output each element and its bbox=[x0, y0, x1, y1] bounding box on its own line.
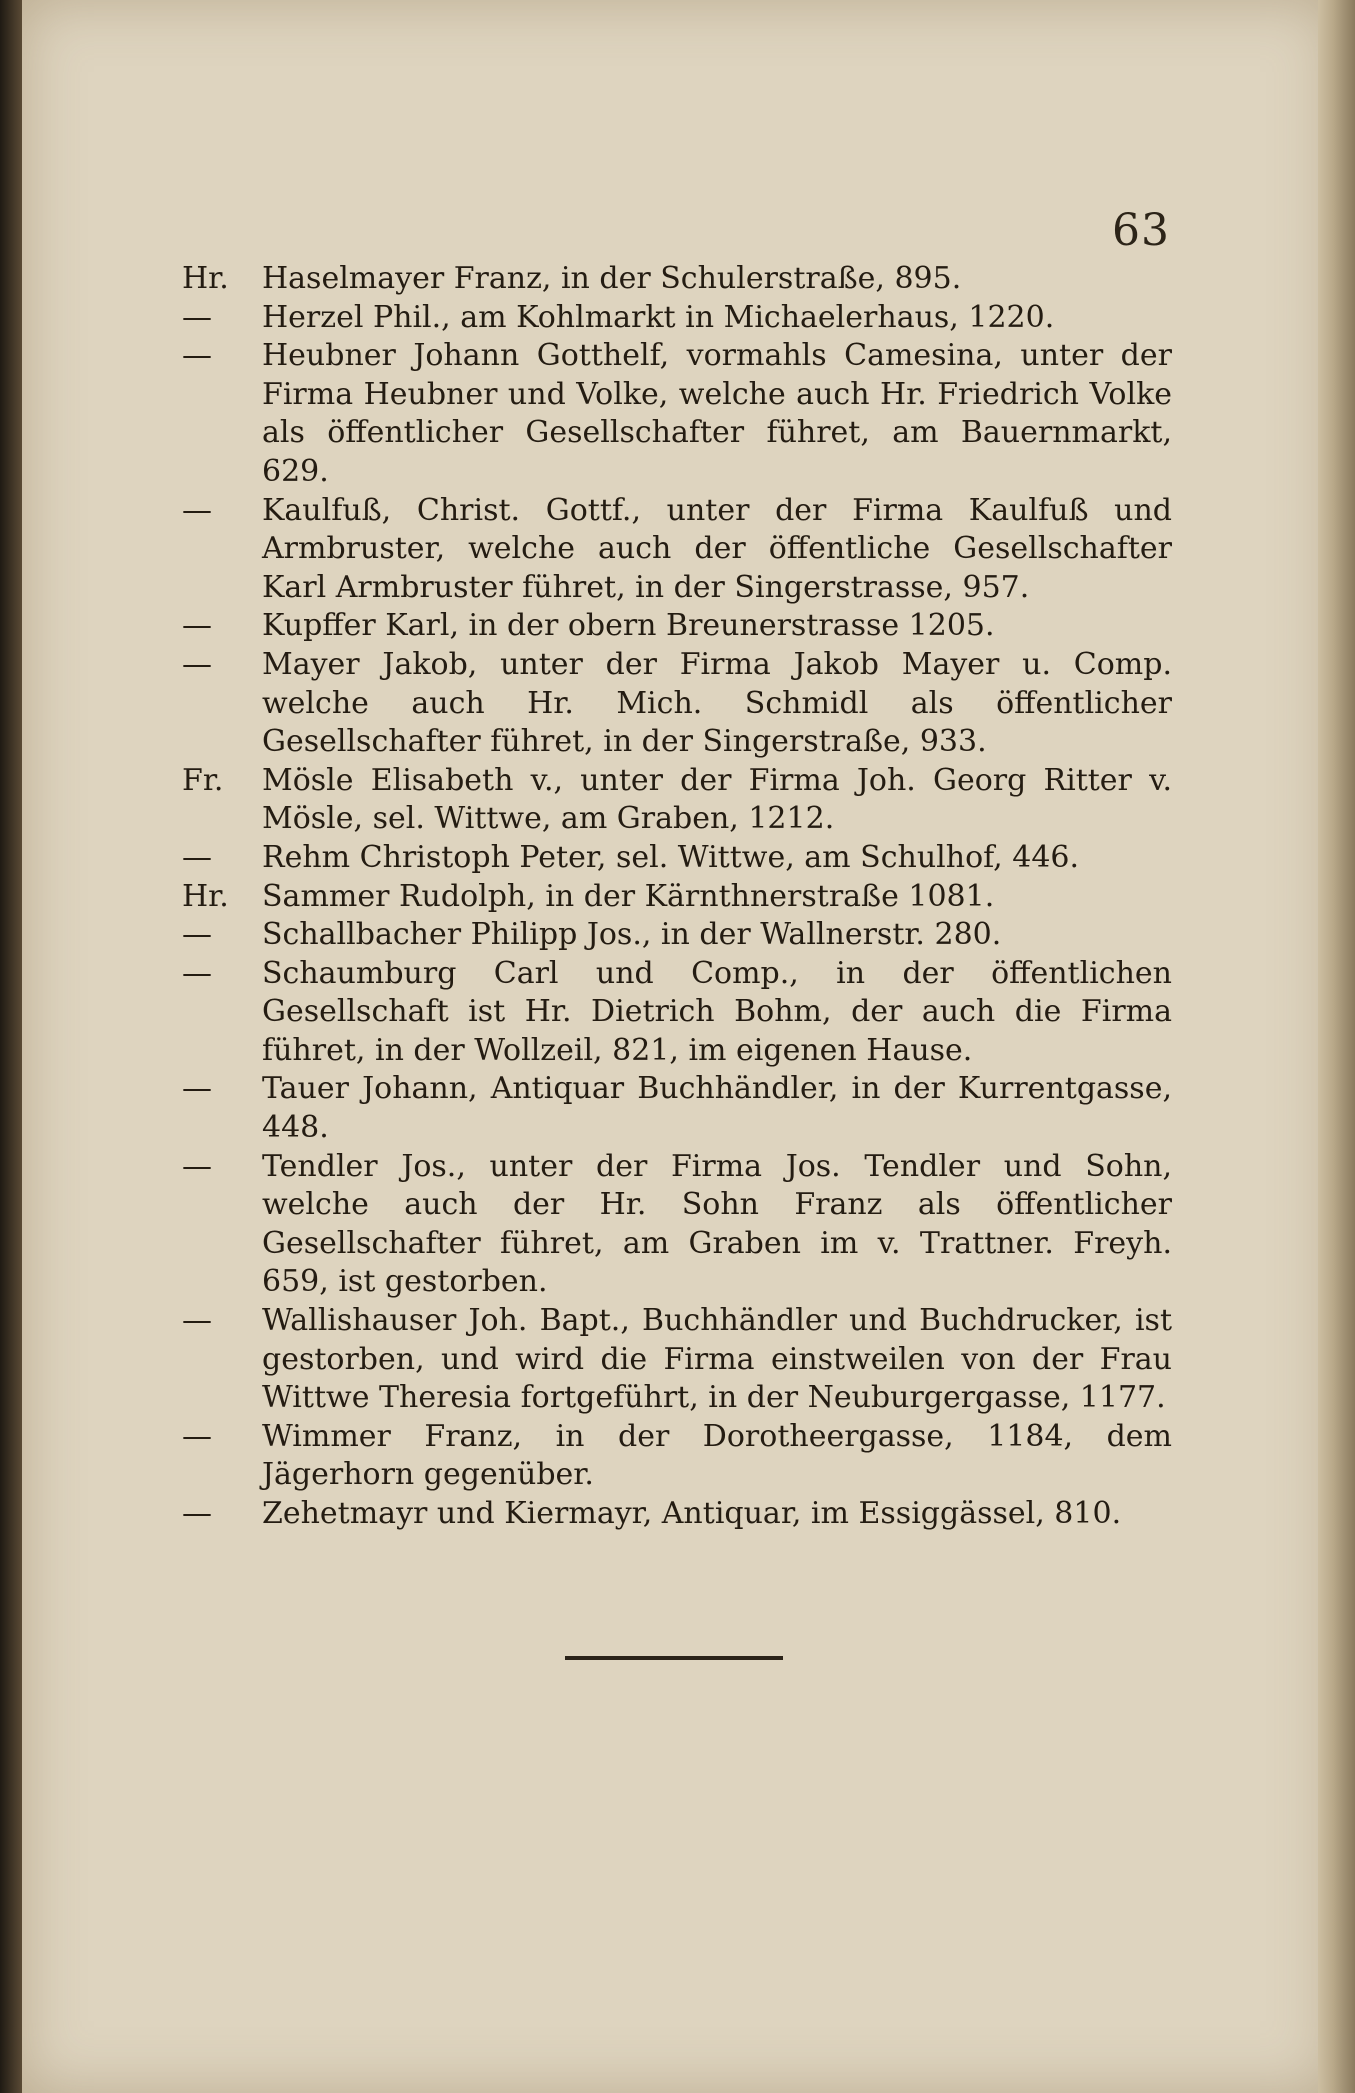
entry-prefix: Hr. bbox=[182, 261, 229, 296]
directory-entry bbox=[172, 607, 1172, 646]
entry-text: Mayer Jakob, unter der Firma Jakob Mayer u. Comp. welche auch Hr. Mich. Schmidl als öffentlicher Gesellschafter führet, in der Singerstraße, 933. bbox=[262, 646, 1172, 760]
directory-entry bbox=[172, 1495, 1172, 1534]
directory-entry bbox=[172, 1302, 1172, 1418]
directory-entry bbox=[172, 492, 1172, 608]
entry-text: Haselmayer Franz, in der Schulerstraße, 895. bbox=[262, 261, 962, 296]
directory-entry bbox=[172, 955, 1172, 1071]
closing-rule bbox=[565, 1656, 783, 1660]
page-number: 63 bbox=[1112, 205, 1170, 256]
entry-prefix: — bbox=[182, 338, 212, 374]
entry-text: Kaulfuß, Christ. Gottf., unter der Firma Kaulfuß und Armbruster, welche auch der öffentliche Gesellschafter Karl Armbruster führet, in der Singerstrasse, 957. bbox=[262, 492, 1172, 605]
entry-text: Heubner Johann Gotthelf, vormahls Camesina, unter der Firma Heubner und Volke, welche auch Hr. Friedrich Volke als öffentlicher Gesellschafter führet, am Bauernmarkt, 629. bbox=[262, 338, 1172, 489]
entry-text: Zehetmayr und Kiermayr, Antiquar, im Essiggässel, 810. bbox=[262, 1496, 1122, 1531]
entry-prefix: — bbox=[182, 955, 212, 991]
page-stack-edge bbox=[1318, 0, 1355, 2093]
entry-prefix: — bbox=[182, 608, 212, 644]
directory-entry bbox=[172, 1148, 1172, 1302]
directory-entry bbox=[172, 839, 1172, 878]
entry-prefix: Fr. bbox=[182, 762, 224, 798]
entry-text: Mösle Elisabeth v., unter der Firma Joh. Georg Ritter v. Mösle, sel. Wittwe, am Graben, 1212. bbox=[262, 762, 1172, 837]
entry-prefix: — bbox=[182, 839, 212, 875]
entry-prefix: — bbox=[182, 646, 212, 682]
entry-text: Kupffer Karl, in der obern Breunerstrasse 1205. bbox=[262, 608, 995, 644]
entry-text: Wimmer Franz, in der Dorotheergasse, 1184, dem Jägerhorn gegenüber. bbox=[262, 1418, 1172, 1493]
entry-text: Tendler Jos., unter der Firma Jos. Tendler und Sohn, welche auch der Hr. Sohn Franz als öffentlicher Gesellschafter führet, am Graben im v. Trattner. Freyh. 659, ist gestorben. bbox=[262, 1148, 1172, 1300]
entry-prefix: — bbox=[182, 492, 212, 528]
entry-text: Tauer Johann, Antiquar Buchhändler, in der Kurrentgasse, 448. bbox=[262, 1071, 1172, 1146]
book-page bbox=[22, 0, 1332, 2093]
entry-prefix: — bbox=[182, 1071, 212, 1107]
directory-entries bbox=[172, 260, 1172, 1534]
entry-prefix: — bbox=[182, 917, 212, 953]
entry-prefix: — bbox=[182, 1496, 212, 1531]
directory-entry bbox=[172, 337, 1172, 491]
directory-entry bbox=[172, 1418, 1172, 1495]
directory-entry bbox=[172, 916, 1172, 955]
entry-text: Wallishauser Joh. Bapt., Buchhändler und Buchdrucker, ist gestorben, und wird die Firma einstweilen von der Frau Wittwe Theresia fortgeführt, in der Neuburgergasse, 1177. bbox=[262, 1303, 1172, 1416]
directory-entry bbox=[172, 878, 1172, 917]
entry-text: Schallbacher Philipp Jos., in der Wallnerstr. 280. bbox=[262, 917, 1002, 953]
directory-entry bbox=[172, 646, 1172, 762]
book-binding-edge bbox=[0, 0, 22, 2093]
entry-text: Herzel Phil., am Kohlmarkt in Michaelerhaus, 1220. bbox=[262, 299, 1055, 335]
entry-text: Rehm Christoph Peter, sel. Wittwe, am Schulhof, 446. bbox=[262, 839, 1080, 875]
directory-entry bbox=[172, 260, 1172, 299]
entry-prefix: Hr. bbox=[182, 878, 229, 914]
entry-prefix: — bbox=[182, 1303, 212, 1339]
entry-prefix: — bbox=[182, 299, 212, 335]
directory-entry bbox=[172, 1070, 1172, 1147]
directory-entry bbox=[172, 299, 1172, 338]
entry-prefix: — bbox=[182, 1148, 212, 1184]
entry-text: Schaumburg Carl und Comp., in der öffentlichen Gesellschaft ist Hr. Dietrich Bohm, der auch die Firma führet, in der Wollzeil, 821, im eigenen Hause. bbox=[262, 955, 1172, 1068]
entry-text: Sammer Rudolph, in der Kärnthnerstraße 1081. bbox=[262, 878, 995, 914]
entry-prefix: — bbox=[182, 1418, 212, 1454]
directory-entry bbox=[172, 762, 1172, 839]
